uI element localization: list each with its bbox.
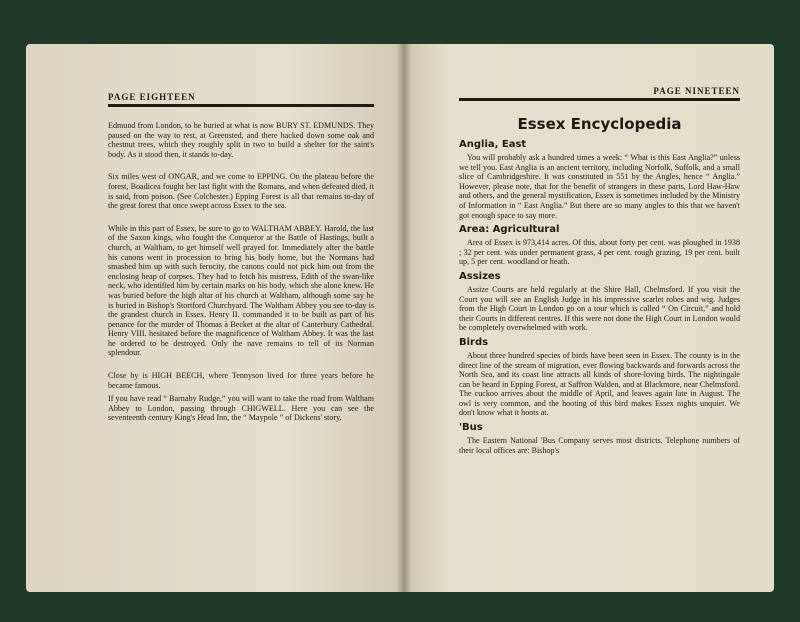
paragraph-epping: Six miles west of ONGAR, and we come to EPPING. On the plateau before the forest, Boadicea fought her last fight with the Romans, and when defeated died, it is said, from poison. (See Colchester.) Epping Forest is all that remains to-day of the great forest that once swept across Essex to the sea.: [108, 172, 374, 211]
section-heading: 'Bus: [459, 422, 483, 434]
paragraph-chigwell: If you have read “ Barnaby Rudge,” you will want to take the road from Waltham Abbey to London, passing through CHIGWELL. Here you can see the seventeenth century King's Head Inn, the “ Maypole ” of Dickens' story.: [108, 394, 374, 423]
section-birds: [459, 337, 740, 418]
paragraph-high-beech: Close by is HIGH BEECH, where Tennyson lived for three years before he became famous.: [108, 371, 374, 390]
paragraph-waltham-abbey: While in this part of Essex, be sure to go to WALTHAM ABBEY. Harold, the last of the Saxon kings, who fought the Conqueror at the Battle of Hastings, built a church, at Waltham, to get himself well prayed for. Immediately after the battle his canons went in procession to bring his body home, but the Normans had smashed him up with such ferocity, the canons could not pick him out from the enclosing heap of corpses. They had to fetch his mistress, Edith of the swan-like neck, who identified him by certain marks on his body, which she alone knew. He was buried before the high altar of his church at Waltham, although some say he is buried in Bishop's Stortford Churchyard. The Waltham Abbey you see to-day is the grandest church in Essex. Henry II. commanded it to be built as part of his penance for the murder of Thomas à Becket at the altar of Canterbury Cathedral. Henry VIII. hesitated before the magnificence of Waltham Abbey. It was the last he ordered to be destroyed. Only the nave remains to tell of its Norman splendour.: [108, 223, 374, 358]
open-booklet: [26, 44, 778, 592]
section-assizes: [459, 271, 740, 333]
section-bus: [459, 422, 740, 455]
page-title: Essex Encyclopedia: [517, 115, 682, 133]
left-page: [26, 44, 404, 592]
section-text: You will probably ask a hundred times a week: “ What is this East Anglia?” unless we tell you. East Anglia is an ancient territory, including Norfolk, Suffolk, and a small slice of Cambridgeshire. It was constituted in 551 by the Angles, hence “ Anglia.” However, please note, that for the benefit of strangers in these parts, Lord Haw-Haw and others, and the general mystification, Essex is sometimes included by the Ministry of Information in “ East Anglia.” But there are so many angles to this that we haven't got enough space to say more.: [459, 153, 740, 220]
section-area-agricultural: [459, 224, 740, 267]
section-heading: Assizes: [459, 270, 501, 282]
section-text: Assize Courts are held regularly at the Shire Hall, Chelmsford. If you visit the Court you will see an English Judge in his impressive scarlet robes and wig. Judges from the High Court in London go on a tour which is called “ On Circuit,” and hold their Courts in different centres. If this were not done the High Court in London would be completely overwhelmed with work.: [459, 284, 740, 333]
section-heading: Area: Agricultural: [459, 224, 560, 236]
section-text: About three hundred species of birds have been seen in Essex. The county is in the direct line of the stream of migration, ever flowing backwards and forwards across the North Sea, and its coast line attracts all kinds of shore-loving birds. The nightingale can be heard in Epping Forest, at Saffron Walden, and at Blackmore, near Chelmsford. The cuckoo arrives about the middle of April, and leaves again late in August. The owl is very common, and the hooting of this bird makes Essex nights unquiet. We don't know what it hoots at.: [459, 350, 740, 418]
page-header-left: PAGE EIGHTEEN: [108, 92, 374, 107]
section-heading: Birds: [459, 336, 489, 348]
right-page: [404, 44, 774, 592]
page-header-right: PAGE NINETEEN: [459, 86, 740, 101]
section-text: Area of Essex is 973,414 acres. Of this, about forty per cent. was ploughed in 1938 ; 32 per cent. was under permanent grass, 4 per cent. rough grazing, 19 per cent. built up, 5 per cent. woodland or heath.: [459, 238, 740, 267]
booklet-spine: [396, 44, 412, 592]
paragraph-bury-st-edmunds: Edmund from London, to be buried at what is now BURY ST. EDMUNDS. They paused on the way to rest, at Greensted, and there hacked down some oak and chestnut trees, which they roughly split in two to build a shelter for the saint's body. As it stood then, it stands to-day.: [108, 121, 374, 159]
section-heading: Anglia, East: [459, 139, 527, 150]
section-anglia-east: [459, 139, 740, 220]
section-text: The Eastern National 'Bus Company serves most districts. Telephone numbers of their local offices are: Bishop's: [459, 436, 740, 455]
